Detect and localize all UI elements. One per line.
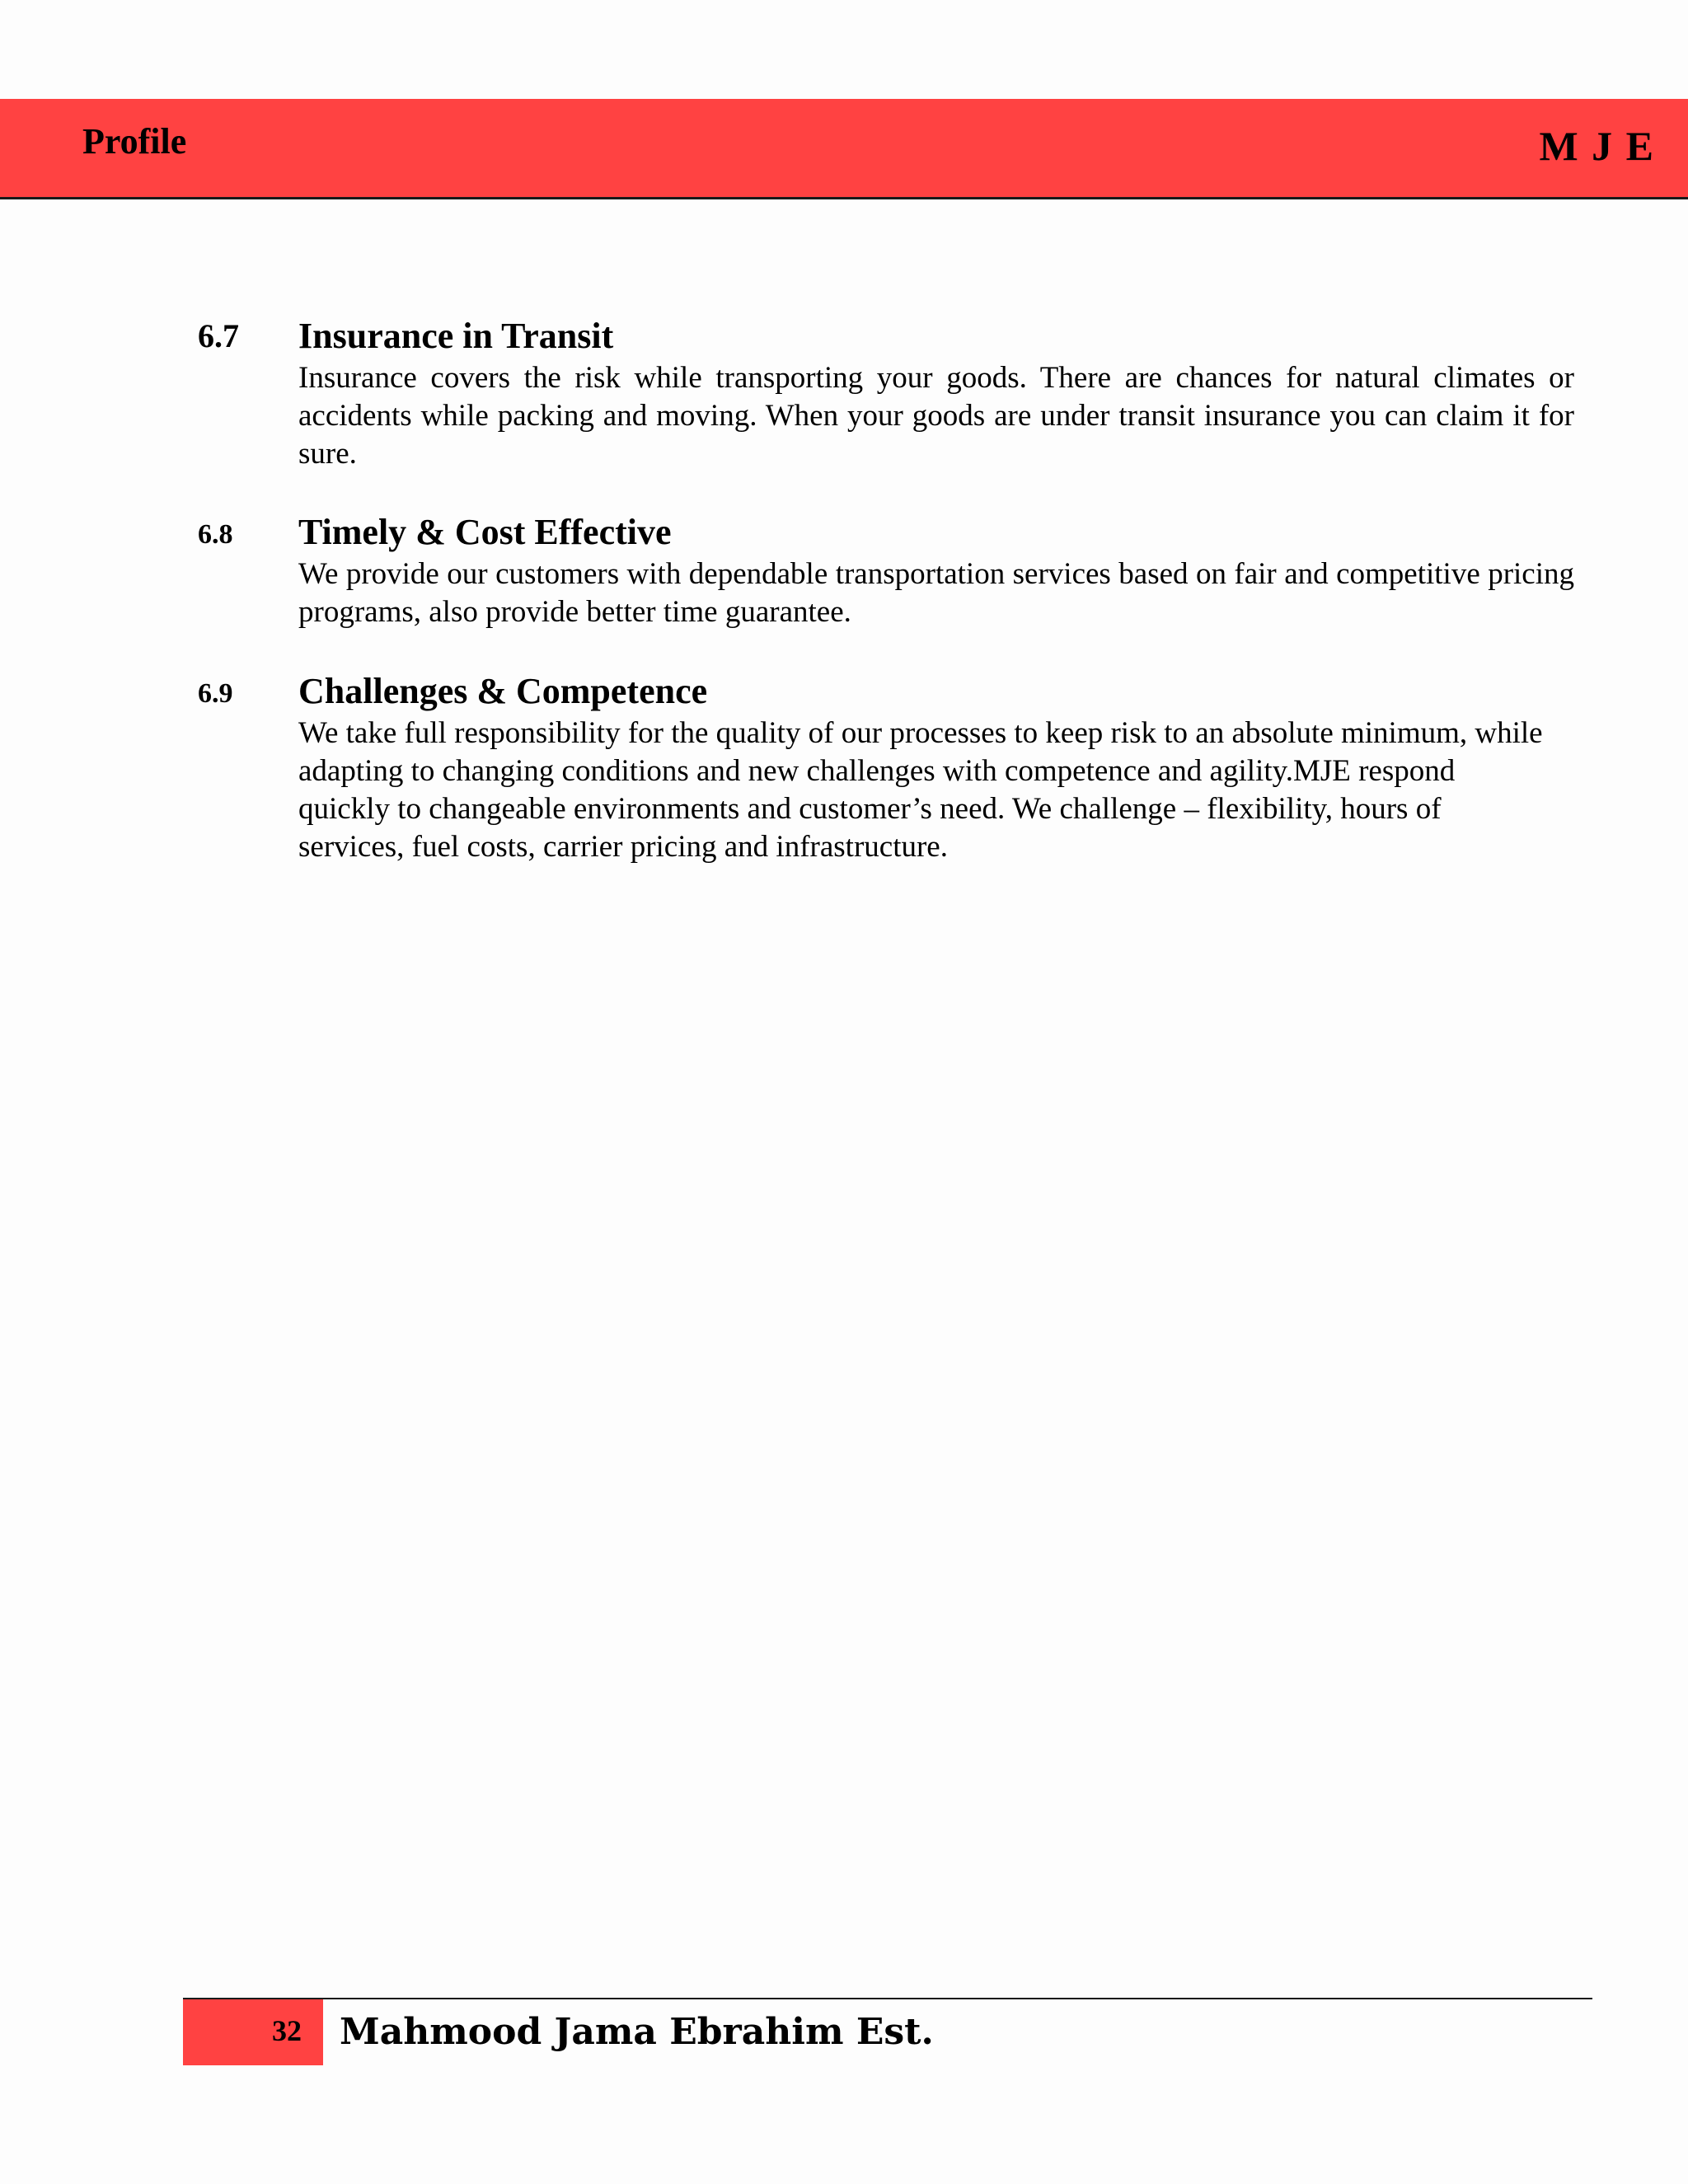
footer-company-name: Mahmood Jama Ebrahim Est. — [340, 2011, 934, 2053]
section-body: We provide our customers with dependable transportation services based on fair and competitive pricing programs, also provide better time guarantee. — [298, 557, 1574, 629]
page-number: 32 — [272, 2014, 302, 2047]
section-number: 6.8 — [198, 519, 233, 550]
section-number: 6.7 — [198, 317, 239, 354]
section-body: We take full responsibility for the quality of our processes to keep risk to an absolute minimum, while adapting to changing conditions and new challenges with competence and agility.MJE respond quickly to changeable environments and customer’s need. We challenge – flexibility, hours of services, fuel costs, carrier pricing and infrastructure. — [298, 716, 1543, 864]
section-body: Insurance covers the risk while transporting your goods. There are chances for natural climates or accidents while packing and moving. When your goods are under transit insurance you can claim it for sure. — [298, 361, 1574, 471]
header-brand-initials: M J E — [1539, 123, 1655, 169]
footer-page-box — [183, 1999, 323, 2065]
header-band — [0, 99, 1688, 199]
footer-rule — [183, 1998, 1592, 1999]
section-number: 6.9 — [198, 678, 233, 709]
section-title: Insurance in Transit — [298, 316, 614, 356]
section-title: Timely & Cost Effective — [298, 512, 672, 552]
header-profile-label: Profile — [82, 121, 187, 162]
section-title: Challenges & Competence — [298, 671, 708, 711]
